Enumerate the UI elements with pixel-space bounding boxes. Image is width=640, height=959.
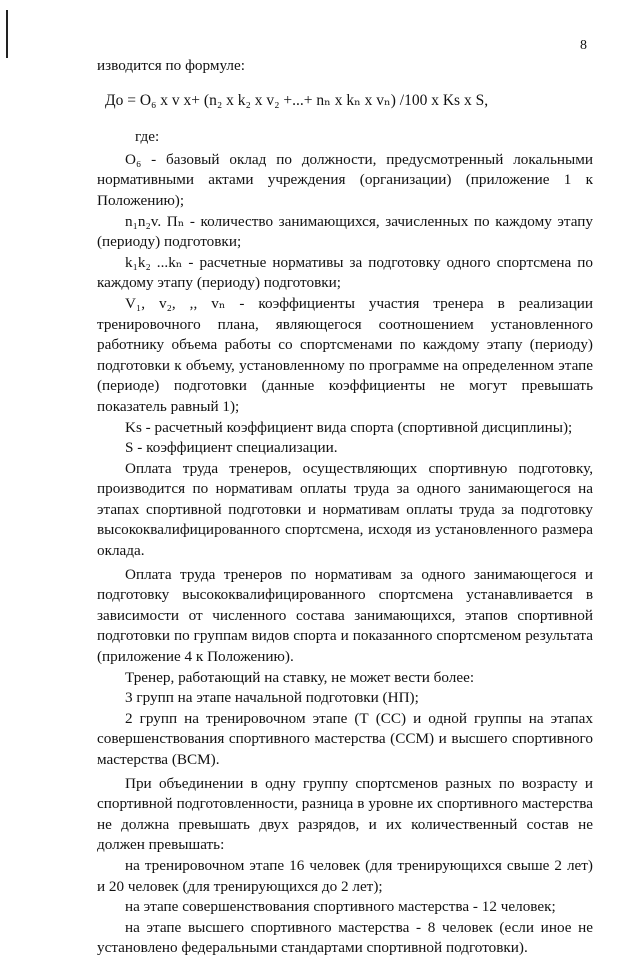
salary-formula: До = О₆ х v х+ (n₂ х k₂ х v₂ +...+ nₙ х kₙ х vₙ) /100 х Ks х S, [105, 91, 489, 109]
list-item: на тренировочном этапе 16 человек (для тренирующихся свыше 2 лет) и 20 человек (для тренирующихся до 2 лет); [97, 856, 593, 895]
definition-participation-coefficients: V₁, v₂, ,, vₙ - коэффициенты участия тренера в реализации тренировочного плана, являющегося соотношением установленного работнику объема работы со спортсменами по каждому этапу (периоду) подготовки к объему, установленному по программе на определенном этапе (периоде) подготовки (данные коэффициенты не могут превышать показатель равный 1); [97, 294, 593, 415]
paragraph-coach-rate: Тренер, работающий на ставку, не может вести более: [125, 668, 475, 686]
list-item: 2 групп на тренировочном этапе (Т (СС) и одной группы на этапах совершенствования спортивного мастерства (ССМ) и высшего спортивного мастерства (ВСМ). [97, 709, 593, 768]
where-label: где: [135, 128, 160, 146]
document-body [97, 56, 593, 959]
definition-norms: k₁k₂ ...kₙ - расчетные нормативы за подготовку одного спортсмена по каждому этапу (периоду) подготовки; [97, 253, 593, 292]
paragraph-group-merge: При объединении в одну группу спортсменов разных по возрасту и спортивной подготовленности, разница в уровне их спортивного мастерства не должна превышать двух разрядов, и их количественный состав не должен превышать: [97, 774, 593, 854]
list-item: на этапе совершенствования спортивного мастерства - 12 человек; [125, 898, 556, 916]
intro-line: изводится по формуле: [97, 57, 245, 74]
list-item: на этапе высшего спортивного мастерства - 8 человек (если иное не установлено федеральными стандартами спортивной подготовки). [97, 918, 593, 957]
paragraph-pay-norms: Оплата труда тренеров, осуществляющих спортивную подготовку, производится по нормативам оплаты труда за одного занимающегося на этапах спортивной подготовки и нормативам оплаты труда за подготовку высококвалифицированного спортсмена, исходя из установленного размера оклада. [97, 459, 593, 560]
page-number: 8 [580, 38, 587, 53]
definition-sport-coefficient: Ks - расчетный коэффициент вида спорта (спортивной дисциплины); [125, 418, 573, 436]
list-item: 3 групп на этапе начальной подготовки (НП); [125, 689, 419, 707]
paragraph-pay-dependency: Оплата труда тренеров по нормативам за одного занимающегося и подготовку высококвалифицированного спортсмена устанавливается в зависимости от численного состава занимающихся, этапов спортивной подготовки по группам видов спорта и показанного спортсменом результата (приложение 4 к Положению). [97, 565, 593, 666]
binding-margin-line [6, 10, 8, 58]
definition-specialization-coefficient: S - коэффициент специализации. [125, 439, 338, 457]
definition-base-salary: О₆ - базовый оклад по должности, предусмотренный локальными нормативными актами учреждения (организации) (приложение 1 к Положению); [97, 150, 593, 209]
definition-trainee-count: n₁n₂v. Пₙ - количество занимающихся, зачисленных по каждому этапу (периоду) подготовки; [97, 212, 593, 251]
